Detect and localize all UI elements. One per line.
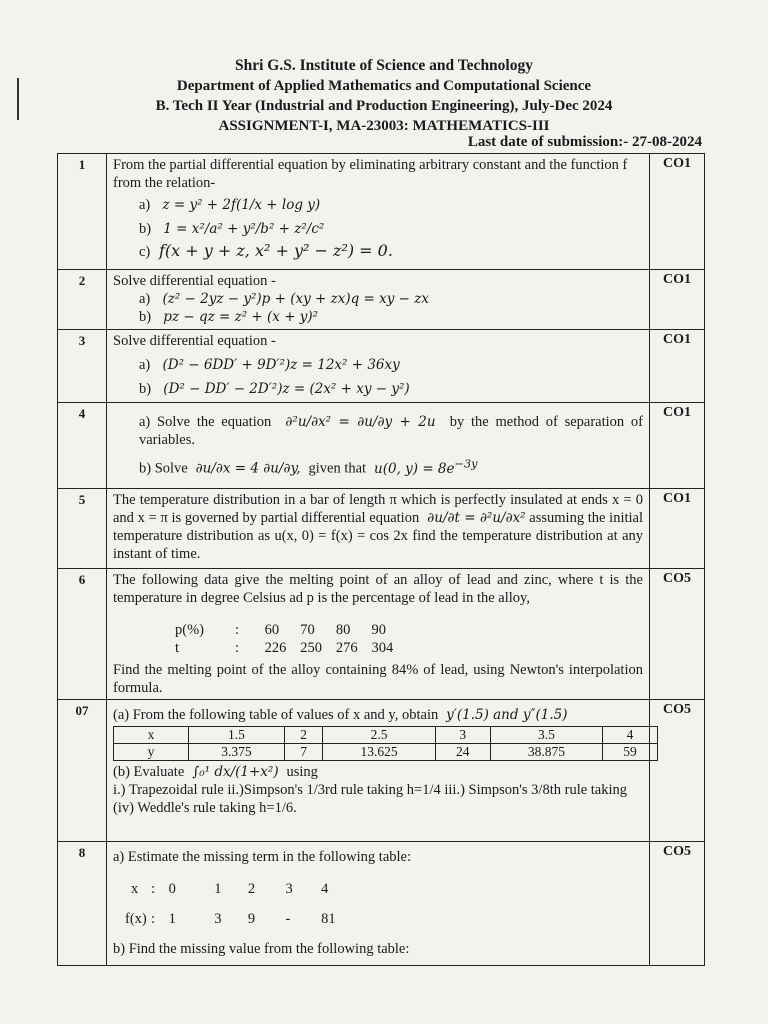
question-row [58,270,705,330]
xy-table [113,726,658,761]
data-row: t : 226 250 276 304 [175,640,394,656]
question-part: b) 1 = x²/a² + y²/b² + z²/c² [139,221,325,237]
math-expression: (D² − DD′ − 2D′²)z = (2x² + xy − y²) [154,381,410,397]
math-expression: ∫₀¹ dx/(1+x²) [187,764,283,780]
question-row [58,403,705,489]
question-body [107,842,650,966]
course-outcome: CO1 [650,154,705,270]
question-part: a) z = y² + 2f(1/x + log y) [139,197,321,213]
question-number: 6 [58,569,107,700]
question-row [58,489,705,569]
question-text: The temperature distribution in a bar of length π which is perfectly insulated at ends x = 0 and x = π is governed by partial differential equation [113,492,643,526]
question-body [107,330,650,403]
math-expression: u(0, $y) = 8e^{-3y}$ [369,457,478,477]
math-expression: ∂u/∂x = 4 ∂u/∂y, [191,460,305,477]
math-expression: y′(1.5) and y″(1.5) [441,707,568,723]
question-part: (a) From the following table of values of x and y, obtain y′(1.5) and y″(1.5) [113,707,568,723]
math-expression: pz − qz = z² + (x + y)² [154,309,319,325]
data-row: p(%) : 60 70 80 90 [175,622,386,638]
question-number: 3 [58,330,107,403]
course-outcome: CO1 [650,330,705,403]
question-part: b) Solve ∂u/∂x = 4 ∂u/∂y, given that u(0, $y) = 8e^{-3y}$ [139,457,478,477]
question-number: 8 [58,842,107,966]
question-text: Find the melting point of the alloy containing 84% of lead, using Newton's interpolation formula. [113,662,643,696]
course-outcome: CO1 [650,403,705,489]
question-part: b) (D² − DD′ − 2D′²)z = (2x² + xy − y²) [139,381,410,397]
question-body [107,569,650,700]
question-row [58,700,705,842]
math-expression: (z² − 2yz − y²)p + (xy + zx)q = xy − zx [153,291,430,307]
question-number: 5 [58,489,107,569]
data-row: x : 0 1 2 3 4 [131,881,329,897]
math-expression: z = y² + 2f(1/x + log y) [153,197,321,213]
question-part: (b) Evaluate ∫₀¹ dx/(1+x²) using [113,764,318,780]
course-outcome: CO1 [650,270,705,330]
department-name: Department of Applied Mathematics and Computational Science [176,78,592,94]
course-outcome: CO5 [650,700,705,842]
question-row [58,842,705,966]
question-number: 4 [58,403,107,489]
assignment-title: ASSIGNMENT-I, MA-23003: MATHEMATICS-III [218,118,550,134]
table-row: x 1.5 2 2.5 3 3.5 4 [114,727,658,744]
question-part: c) f(x + y + z, x² + y² − z²) = 0. [139,241,393,260]
question-text: a) Estimate the missing term in the following table: [113,849,411,865]
institute-name: Shri G.S. Institute of Science and Technology [235,57,533,74]
question-body [107,700,650,842]
program-name: B. Tech II Year (Industrial and Production Engineering), July-Dec 2024 [155,98,613,114]
question-number: 2 [58,270,107,330]
question-row [58,569,705,700]
course-outcome: CO5 [650,569,705,700]
question-body [107,403,650,489]
question-row [58,330,705,403]
question-part: b) pz − qz = z² + (x + y)² [139,309,319,325]
document-header [0,56,768,136]
data-row: f(x) : 1 3 9 - 81 [125,911,336,927]
math-expression: ∂²u/∂x² = ∂u/∂y + 2u [278,414,443,430]
course-outcome: CO1 [650,489,705,569]
math-expression: 1 = x²/a² + y²/b² + z²/c² [154,221,325,237]
course-outcome: CO5 [650,842,705,966]
question-body [107,154,650,270]
math-expression: (D² − 6DD′ + 9D′²)z = 12x² + 36xy [153,357,400,373]
math-expression: ∂u/∂t = ∂²u/∂x² [422,510,526,526]
question-body [107,270,650,330]
question-number: 1 [58,154,107,270]
question-text: The following data give the melting point of an alloy of lead and zinc, where t is the temperature in degree Celsius ad p is the percentage of lead in the alloy, [113,572,643,606]
question-row [58,154,705,270]
question-number: 07 [58,700,107,842]
last-date: Last date of submission:- 27-08-2024 [467,134,702,150]
question-text: Solve differential equation - [113,273,276,289]
question-text: Solve differential equation - [113,333,276,349]
table-row: y 3.375 7 13.625 24 38.875 59 [114,744,658,761]
question-body [107,489,650,569]
question-part: a) (z² − 2yz − y²)p + (xy + zx)q = xy − zx [139,291,430,307]
question-text: b) Find the missing value from the following table: [113,941,410,957]
questions-table [57,153,705,966]
question-part: a) (D² − 6DD′ + 9D′²)z = 12x² + 36xy [139,357,400,373]
question-part: a) Solve the equation ∂²u/∂x² = ∂u/∂y + 2u by the method of separation of variables. [139,414,644,448]
question-text: From the partial differential equation by eliminating arbitrary constant and the function f from the relation- [113,157,628,191]
math-expression: f(x + y + z, x² + y² − z²) = 0. [153,241,393,260]
question-text: i.) Trapezoidal rule ii.)Simpson's 1/3rd rule taking h=1/4 iii.) Simpson's 3/8th rule taking (iv) Weddle's rule taking h=1/6. [113,782,628,816]
question-text: assuming the initial temperature distribution as u(x, 0) = f(x) = cos 2x find the temperature distribution at any instant of time. [113,510,644,562]
